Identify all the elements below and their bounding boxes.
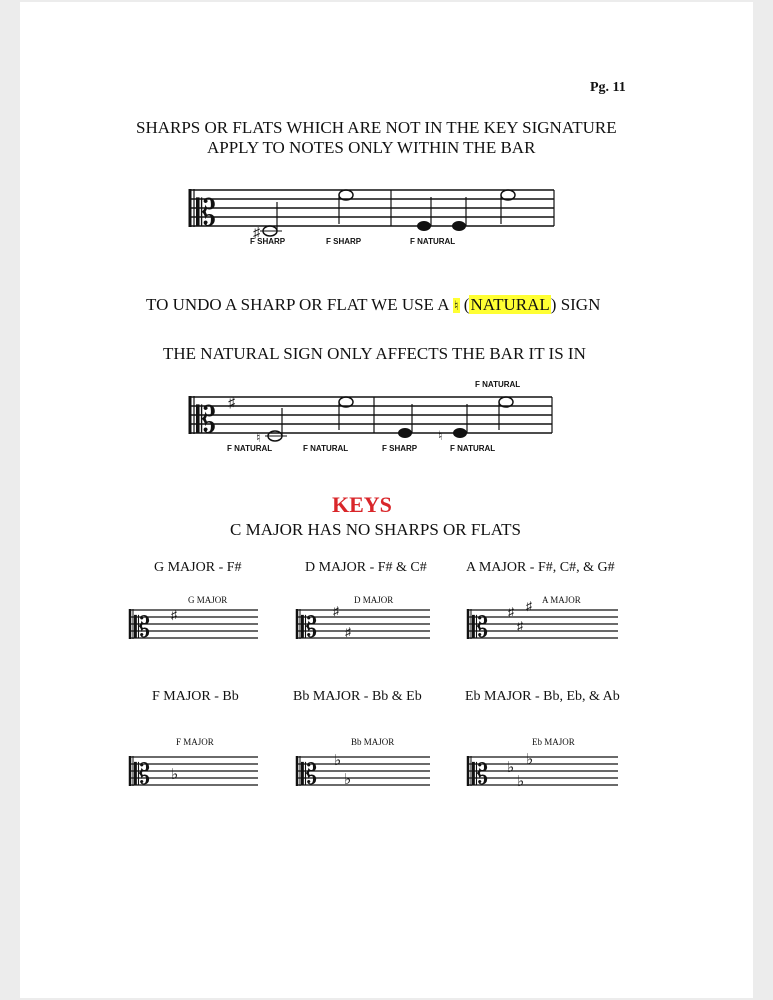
staff-label-g-major: G MAJOR (188, 595, 228, 605)
staff-label-a-major: A MAJOR (542, 595, 581, 605)
staff-label-d-major: D MAJOR (354, 595, 394, 605)
heading-eb-major: Eb MAJOR - Bb, Eb, & Ab (465, 689, 620, 704)
label-f-sharp-2: F SHARP (326, 237, 362, 246)
flat-icon-bb-e: ♭ (344, 772, 352, 788)
staff-label-f-major: F MAJOR (176, 737, 214, 747)
heading-d-major: D MAJOR - F# & C# (305, 560, 427, 575)
svg-text:♮: ♮ (438, 428, 443, 443)
sharp-icon-a-c: ♯ (517, 619, 523, 633)
key-signature-staves-row2 (20, 2, 753, 802)
keys-title: KEYS (332, 492, 392, 517)
flat-icon-eb-b: ♭ (507, 760, 515, 776)
keys-subtitle: C MAJOR HAS NO SHARPS OR FLATS (230, 520, 521, 539)
heading-f-major: F MAJOR - Bb (152, 689, 239, 704)
c-clef-icon-d: 𝄡 (301, 612, 318, 644)
natural-sentence-suffix: ) SIGN (550, 295, 601, 314)
sharp-icon-d-c: ♯ (345, 625, 351, 639)
section2-line2: THE NATURAL SIGN ONLY AFFECTS THE BAR IT IS IN (163, 344, 586, 363)
c-clef-icon-bb: 𝄡 (301, 759, 318, 791)
sharp-icon-a-g: ♯ (526, 599, 532, 613)
svg-text:♮: ♮ (256, 430, 261, 445)
key-sharp-icon: ♯ (228, 396, 235, 411)
c-clef-icon-2: 𝄡 (196, 400, 217, 441)
sharp-icon-d-f: ♯ (333, 604, 339, 618)
staff-label-eb-major: Eb MAJOR (532, 737, 575, 747)
section1-line2: APPLY TO NOTES ONLY WITHIN THE BAR (207, 138, 536, 157)
label-f-sharp-1: F SHARP (250, 237, 286, 246)
c-clef-icon-eb: 𝄡 (472, 759, 489, 791)
page-number: Pg. 11 (590, 80, 626, 95)
page (20, 2, 753, 998)
heading-bb-major: Bb MAJOR - Bb & Eb (293, 689, 422, 704)
flat-icon-bb-b: ♭ (334, 753, 342, 769)
c-clef-icon-g: 𝄡 (134, 612, 151, 644)
natural-sign-icon: ♮ (453, 298, 459, 313)
label-f-natural-3: F NATURAL (303, 444, 349, 453)
label-f-sharp-3: F SHARP (382, 444, 418, 453)
heading-a-major: A MAJOR - F#, C#, & G# (466, 560, 615, 575)
flat-icon-eb-e: ♭ (517, 774, 525, 790)
section1-line1: SHARPS OR FLATS WHICH ARE NOT IN THE KEY SIGNATURE (136, 118, 617, 137)
flat-icon-f-b: ♭ (171, 767, 179, 783)
sharp-icon-a-f: ♯ (508, 605, 514, 619)
label-f-natural-4: F NATURAL (450, 444, 496, 453)
sharp-icon-g-f: ♯ (171, 608, 177, 622)
natural-highlight-word: NATURAL (470, 295, 550, 314)
flat-icon-eb-a: ♭ (526, 752, 534, 768)
label-f-natural-2: F NATURAL (227, 444, 273, 453)
label-top-f-natural: F NATURAL (475, 380, 521, 389)
c-clef-icon-f: 𝄡 (134, 759, 151, 791)
heading-g-major: G MAJOR - F# (154, 560, 242, 575)
open-paren: ( (463, 295, 470, 314)
svg-text:♯: ♯ (253, 226, 260, 241)
c-clef-icon-a: 𝄡 (472, 612, 489, 644)
staff-eb-major (468, 756, 618, 786)
c-clef-icon: 𝄡 (196, 193, 217, 234)
label-f-natural-1: F NATURAL (410, 237, 456, 246)
natural-sentence-prefix: TO UNDO A SHARP OR FLAT WE USE A (146, 295, 449, 314)
staff-label-bb-major: Bb MAJOR (351, 737, 395, 747)
